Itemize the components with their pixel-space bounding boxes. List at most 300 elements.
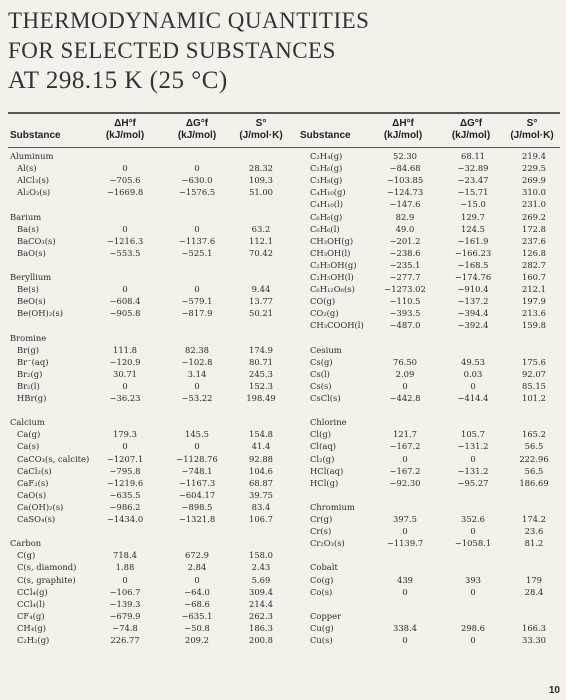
- dg-cell: −630.0: [181, 175, 213, 186]
- s-cell: 309.4: [249, 586, 273, 597]
- dg-cell: −910.4: [457, 284, 489, 295]
- dh-cell: 718.4: [113, 550, 137, 561]
- dh-cell: −905.8: [109, 308, 141, 319]
- dg-cell: −1576.5: [178, 187, 216, 198]
- table-row: [0, 307, 566, 319]
- substance-cell: C₂H₆(g): [310, 163, 343, 174]
- substance-cell: Cs(s): [310, 380, 332, 391]
- substance-cell: CO₂(g): [310, 308, 339, 319]
- dh-cell: −986.2: [109, 501, 141, 512]
- dg-cell: 129.7: [461, 211, 485, 222]
- s-cell: 63.2: [251, 223, 271, 234]
- substance-cell: C₄H₁₀(l): [310, 199, 343, 210]
- dh-cell: −84.68: [389, 163, 421, 174]
- s-cell: 172.8: [522, 223, 546, 234]
- s-cell: 262.3: [249, 610, 273, 621]
- page-title: [8, 6, 369, 96]
- dh-cell: 30.71: [113, 368, 137, 379]
- dh-cell: 0: [122, 574, 128, 585]
- substance-cell: Aluminum: [10, 151, 54, 161]
- dg-cell: −68.6: [184, 598, 210, 609]
- dg-cell: −525.1: [181, 247, 213, 258]
- dh-cell: 0: [122, 284, 128, 295]
- dg-cell: −131.2: [457, 441, 489, 452]
- dh-cell: −1434.0: [106, 514, 144, 524]
- substance-cell: Cr(s): [310, 526, 332, 537]
- substance-cell: BaCO₃(s): [17, 235, 56, 246]
- dg-cell: 105.7: [461, 429, 485, 440]
- dg-cell: 352.6: [461, 514, 485, 524]
- s-cell: 197.9: [522, 296, 546, 307]
- substance-cell: Cl(aq): [310, 441, 336, 452]
- dg-cell: 82.38: [185, 344, 209, 355]
- dg-cell: −898.5: [181, 501, 213, 512]
- s-cell: 213.6: [522, 308, 546, 319]
- substance-cell: Br⁻(aq): [17, 356, 49, 367]
- title-line-3: AT 298.15 K (25 °C): [8, 67, 228, 94]
- s-cell: 41.4: [251, 441, 271, 452]
- substance-cell: CaSO₄(s): [17, 514, 56, 524]
- s-cell: 50.21: [249, 308, 273, 319]
- s-cell: 310.0: [522, 187, 546, 198]
- substance-cell: Barium: [10, 211, 42, 222]
- s-cell: 13.77: [249, 296, 273, 307]
- dh-cell: 2.09: [395, 368, 415, 379]
- s-cell: 70.42: [249, 247, 273, 258]
- substance-cell: C₄H₁₀(g): [310, 187, 346, 198]
- table-row: [0, 235, 566, 247]
- dg-cell: 0: [470, 635, 476, 645]
- dh-cell: −201.2: [389, 235, 421, 246]
- dh-cell: 0: [402, 635, 408, 645]
- s-cell: 28.4: [524, 586, 544, 597]
- title-line-2: FOR SELECTED SUBSTANCES: [8, 38, 336, 63]
- s-cell: 33.30: [522, 635, 546, 645]
- substance-cell: CaCl₂(s): [17, 465, 52, 476]
- table-row: [0, 453, 566, 465]
- s-cell: 269.9: [522, 175, 546, 186]
- dh-cell: −36.23: [109, 393, 141, 403]
- table-row: [0, 501, 566, 513]
- s-cell: 28.32: [249, 163, 273, 174]
- dh-cell: −442.8: [389, 393, 421, 403]
- dg-cell: 68.11: [461, 151, 485, 161]
- substance-cell: C₆H₆(l): [310, 223, 340, 234]
- s-cell: 174.2: [522, 514, 546, 524]
- dg-cell: 0: [470, 380, 476, 391]
- dg-cell: −635.1: [181, 610, 213, 621]
- s-cell: 231.0: [522, 199, 546, 210]
- dh-cell: −110.5: [389, 296, 421, 307]
- dh-cell: −147.6: [389, 199, 421, 210]
- dh-cell: −124.73: [386, 187, 424, 198]
- table-row: [0, 198, 566, 210]
- dh-cell: 439: [397, 574, 413, 585]
- dh-cell: 0: [402, 380, 408, 391]
- table-row: [0, 549, 566, 561]
- dg-cell: 2.84: [187, 562, 207, 573]
- substance-cell: Cu(g): [310, 622, 334, 633]
- dh-cell: 1.88: [115, 562, 135, 573]
- dh-cell: −1207.1: [106, 453, 144, 464]
- s-cell: 92.07: [522, 368, 546, 379]
- substance-cell: Al₂O₃(s): [17, 187, 51, 198]
- s-cell: 92.88: [249, 453, 273, 464]
- dh-cell: −238.6: [389, 247, 421, 258]
- s-cell: 186.69: [519, 477, 549, 488]
- dg-cell: 0: [194, 163, 200, 174]
- dg-cell: 393: [465, 574, 481, 585]
- dh-cell: 0: [402, 586, 408, 597]
- s-cell: 39.75: [249, 489, 273, 500]
- dg-cell: −95.27: [457, 477, 489, 488]
- dg-cell: −23.47: [457, 175, 489, 186]
- substance-cell: Cesium: [310, 344, 342, 355]
- s-cell: 2.43: [251, 562, 271, 573]
- substance-cell: BeO(s): [17, 296, 46, 307]
- table-row: [0, 356, 566, 368]
- substance-cell: HCl(g): [310, 477, 339, 488]
- substance-cell: CCl₄(l): [17, 598, 46, 609]
- substance-cell: CCl₄(g): [17, 586, 48, 597]
- dh-cell: −1273.02: [384, 284, 426, 295]
- substance-cell: Cl₂(g): [310, 453, 335, 464]
- dg-cell: 145.5: [185, 429, 209, 440]
- substance-cell: Copper: [310, 610, 342, 621]
- s-cell: 112.1: [249, 235, 273, 246]
- dh-cell: 49.0: [395, 223, 415, 234]
- s-cell: 282.7: [522, 259, 546, 270]
- substance-cell: CO(g): [310, 296, 336, 307]
- substance-cell: C₃H₈(g): [310, 175, 343, 186]
- table-row: [0, 211, 566, 223]
- table-top-rule: [8, 112, 560, 114]
- dg-cell: 672.9: [185, 550, 209, 561]
- s-cell: 56.5: [524, 465, 544, 476]
- table-row: [0, 247, 566, 259]
- s-cell: 200.8: [249, 635, 273, 645]
- substance-cell: Cu(s): [310, 635, 333, 645]
- dg-cell: −137.2: [457, 296, 489, 307]
- dh-cell: −167.2: [389, 465, 421, 476]
- s-cell: 237.6: [522, 235, 546, 246]
- table-row: [0, 368, 566, 380]
- dg-cell: 0: [194, 380, 200, 391]
- dh-cell: −608.4: [109, 296, 141, 307]
- s-cell: 101.2: [522, 393, 546, 403]
- substance-cell: Co(g): [310, 574, 334, 585]
- dg-cell: −166.23: [454, 247, 492, 258]
- dg-cell: 49.53: [461, 356, 485, 367]
- table-row: [0, 174, 566, 186]
- substance-cell: CH₃COOH(l): [310, 320, 364, 331]
- dh-cell: 111.8: [113, 344, 137, 355]
- dg-cell: −53.22: [181, 393, 213, 403]
- s-cell: 175.6: [522, 356, 546, 367]
- s-cell: 166.3: [522, 622, 546, 633]
- table-row: [0, 598, 566, 610]
- substance-cell: Cl(g): [310, 429, 331, 440]
- s-cell: 81.2: [524, 538, 544, 549]
- dh-cell: −1139.7: [386, 538, 424, 549]
- dg-cell: −102.8: [181, 356, 213, 367]
- substance-cell: Chromium: [310, 501, 355, 512]
- substance-cell: AlCl₃(s): [17, 175, 50, 186]
- dh-cell: −393.5: [389, 308, 421, 319]
- dg-cell: −64.0: [184, 586, 210, 597]
- dg-cell: 124.5: [461, 223, 485, 234]
- dh-cell: 397.5: [393, 514, 417, 524]
- s-cell: 68.87: [249, 477, 273, 488]
- dh-cell: 121.7: [393, 429, 417, 440]
- dh-cell: −1669.8: [106, 187, 144, 198]
- substance-cell: CF₄(g): [17, 610, 45, 621]
- s-cell: 219.4: [522, 151, 546, 161]
- substance-cell: CaCO₃(s, calcite): [17, 453, 90, 464]
- table-row: [0, 513, 566, 525]
- substance-cell: Ca(OH)₂(s): [17, 501, 64, 512]
- substance-cell: C₂H₅OH(l): [310, 272, 354, 282]
- dg-cell: −414.4: [457, 393, 489, 403]
- dg-cell: 0: [194, 284, 200, 295]
- dh-cell: 338.4: [393, 622, 417, 633]
- substance-cell: Ca(s): [17, 441, 40, 452]
- substance-cell: Cobalt: [310, 562, 338, 573]
- dg-cell: −1321.8: [178, 514, 216, 524]
- s-cell: 222.96: [519, 453, 549, 464]
- dh-cell: −705.6: [109, 175, 141, 186]
- table-row: [0, 610, 566, 622]
- dh-cell: −103.85: [386, 175, 424, 186]
- s-cell: 269.2: [522, 211, 546, 222]
- s-cell: 104.6: [249, 465, 273, 476]
- dh-cell: −1216.3: [106, 235, 144, 246]
- table-row: [0, 465, 566, 477]
- substance-cell: Calcium: [10, 417, 45, 428]
- s-cell: 245.3: [249, 368, 273, 379]
- table-row: [0, 332, 566, 344]
- table-row: [0, 428, 566, 440]
- dh-cell: −235.1: [389, 259, 421, 270]
- dg-cell: −1128.76: [176, 453, 218, 464]
- substance-cell: Co(s): [310, 586, 333, 597]
- table-row: [0, 586, 566, 598]
- dg-cell: 3.14: [187, 368, 207, 379]
- table-row: [0, 223, 566, 235]
- substance-cell: C₆H₆(g): [310, 211, 343, 222]
- dg-cell: 0.03: [463, 368, 483, 379]
- s-cell: 51.00: [249, 187, 273, 198]
- dg-cell: −131.2: [457, 465, 489, 476]
- substance-cell: Br(g): [17, 344, 40, 355]
- dg-cell: −392.4: [457, 320, 489, 331]
- substance-cell: BaO(s): [17, 247, 46, 258]
- s-cell: 23.6: [524, 526, 544, 537]
- table-row: [0, 162, 566, 174]
- s-cell: 186.3: [249, 622, 273, 633]
- dg-cell: 0: [194, 441, 200, 452]
- s-cell: 159.8: [522, 320, 546, 331]
- s-cell: 5.69: [251, 574, 271, 585]
- table-row: [0, 489, 566, 501]
- table-row: [0, 634, 566, 646]
- table-row: [0, 404, 566, 416]
- substance-cell: HBr(g): [17, 393, 47, 403]
- s-cell: 152.3: [249, 380, 273, 391]
- s-cell: 214.4: [249, 598, 273, 609]
- dh-cell: 0: [402, 453, 408, 464]
- substance-cell: CH₃OH(l): [310, 247, 351, 258]
- dh-cell: −106.7: [109, 586, 141, 597]
- dh-cell: −635.5: [109, 489, 141, 500]
- table-row: [0, 416, 566, 428]
- dh-cell: −679.9: [109, 610, 141, 621]
- substance-cell: CH₃OH(g): [310, 235, 354, 246]
- dh-cell: −167.2: [389, 441, 421, 452]
- table-row: [0, 392, 566, 404]
- dh-cell: 0: [122, 163, 128, 174]
- dh-cell: 76.50: [393, 356, 417, 367]
- s-cell: 158.0: [249, 550, 273, 561]
- s-cell: 198.49: [246, 393, 276, 403]
- substance-cell: C₂H₂(g): [17, 635, 50, 645]
- dh-cell: 0: [122, 441, 128, 452]
- substance-cell: Be(s): [17, 284, 39, 295]
- dg-cell: −604.17: [178, 489, 216, 500]
- s-cell: 174.9: [249, 344, 273, 355]
- substance-cell: Ba(s): [17, 223, 39, 234]
- substance-cell: Bromine: [10, 332, 47, 343]
- s-cell: 109.3: [249, 175, 273, 186]
- dh-cell: −92.30: [389, 477, 421, 488]
- s-cell: 160.7: [522, 272, 546, 282]
- s-cell: 212.1: [522, 284, 546, 295]
- substance-cell: Al(s): [17, 163, 37, 174]
- table-row: [0, 380, 566, 392]
- dh-cell: −277.7: [389, 272, 421, 282]
- substance-cell: Br₂(g): [17, 368, 43, 379]
- substance-cell: Br₂(l): [17, 380, 40, 391]
- dg-cell: 0: [194, 574, 200, 585]
- dh-cell: 179.3: [113, 429, 137, 440]
- substance-cell: HCl(aq): [310, 465, 344, 476]
- header-rule: [8, 147, 560, 148]
- dg-cell: −50.8: [184, 622, 210, 633]
- dh-cell: 0: [122, 380, 128, 391]
- dg-cell: −579.1: [181, 296, 213, 307]
- dh-cell: −139.3: [109, 598, 141, 609]
- dg-cell: 0: [470, 586, 476, 597]
- dg-cell: 298.6: [461, 622, 485, 633]
- table-row: [0, 525, 566, 537]
- table-row: [0, 561, 566, 573]
- dg-cell: −15.0: [460, 199, 486, 210]
- substance-cell: C₂H₄(g): [310, 151, 343, 161]
- substance-cell: C(s, diamond): [17, 562, 77, 573]
- dh-cell: −487.0: [389, 320, 421, 331]
- substance-cell: Carbon: [10, 538, 42, 549]
- dh-cell: 226.77: [110, 635, 140, 645]
- table-row: [0, 283, 566, 295]
- dg-cell: −1137.6: [178, 235, 216, 246]
- substance-cell: Cs(l): [310, 368, 330, 379]
- table-row: [0, 150, 566, 162]
- table-row: [0, 295, 566, 307]
- dg-cell: −394.4: [457, 308, 489, 319]
- s-cell: 106.7: [249, 514, 273, 524]
- s-cell: 83.4: [251, 501, 271, 512]
- table-row: [0, 622, 566, 634]
- dg-cell: −32.89: [457, 163, 489, 174]
- substance-cell: Chlorine: [310, 417, 347, 428]
- s-cell: 56.5: [524, 441, 544, 452]
- dh-cell: 52.30: [393, 151, 417, 161]
- table-row: [0, 186, 566, 198]
- substance-cell: Be(OH)₂(s): [17, 308, 64, 319]
- dg-cell: 0: [470, 526, 476, 537]
- table-row: [0, 440, 566, 452]
- dg-cell: −1167.3: [178, 477, 216, 488]
- substance-cell: C₆H₁₂O₆(s): [310, 284, 355, 295]
- s-cell: 165.2: [522, 429, 546, 440]
- dg-cell: 0: [194, 223, 200, 234]
- substance-cell: C(g): [17, 550, 36, 561]
- dh-cell: 82.9: [395, 211, 415, 222]
- dg-cell: −817.9: [181, 308, 213, 319]
- table-row: [0, 537, 566, 549]
- dh-cell: 0: [122, 223, 128, 234]
- substance-cell: Cr(g): [310, 514, 333, 524]
- table-row: [0, 344, 566, 356]
- s-cell: 9.44: [251, 284, 271, 295]
- table-row: [0, 259, 566, 271]
- substance-cell: C₂H₅OH(g): [310, 259, 357, 270]
- dh-cell: −120.9: [109, 356, 141, 367]
- substance-cell: Cr₂O₃(s): [310, 538, 345, 549]
- dg-cell: −1058.1: [454, 538, 492, 549]
- dg-cell: −161.9: [457, 235, 489, 246]
- dg-cell: 0: [470, 453, 476, 464]
- s-cell: 85.15: [522, 380, 546, 391]
- table-row: [0, 574, 566, 586]
- substance-cell: CsCl(s): [310, 393, 341, 403]
- substance-cell: CH₄(g): [17, 622, 46, 633]
- dg-cell: 209.2: [185, 635, 209, 645]
- dg-cell: −15.71: [457, 187, 489, 198]
- dg-cell: −748.1: [181, 465, 213, 476]
- s-cell: 80.71: [249, 356, 273, 367]
- table-row: [0, 271, 566, 283]
- table-row: [0, 319, 566, 331]
- dg-cell: −174.76: [454, 272, 492, 282]
- substance-cell: Cs(g): [310, 356, 333, 367]
- substance-cell: Beryllium: [10, 272, 52, 282]
- table-row: [0, 477, 566, 489]
- substance-cell: Ca(g): [17, 429, 41, 440]
- title-line-1: THERMODYNAMIC QUANTITIES: [8, 8, 370, 33]
- dg-cell: −168.5: [457, 259, 489, 270]
- dh-cell: 0: [402, 526, 408, 537]
- dh-cell: −795.8: [109, 465, 141, 476]
- substance-cell: CaO(s): [17, 489, 47, 500]
- s-cell: 154.8: [249, 429, 273, 440]
- page-number: 10: [548, 685, 560, 696]
- dh-cell: −74.8: [112, 622, 138, 633]
- dh-cell: −553.5: [109, 247, 141, 258]
- substance-cell: C(s, graphite): [17, 574, 76, 585]
- s-cell: 229.5: [522, 163, 546, 174]
- s-cell: 179: [526, 574, 542, 585]
